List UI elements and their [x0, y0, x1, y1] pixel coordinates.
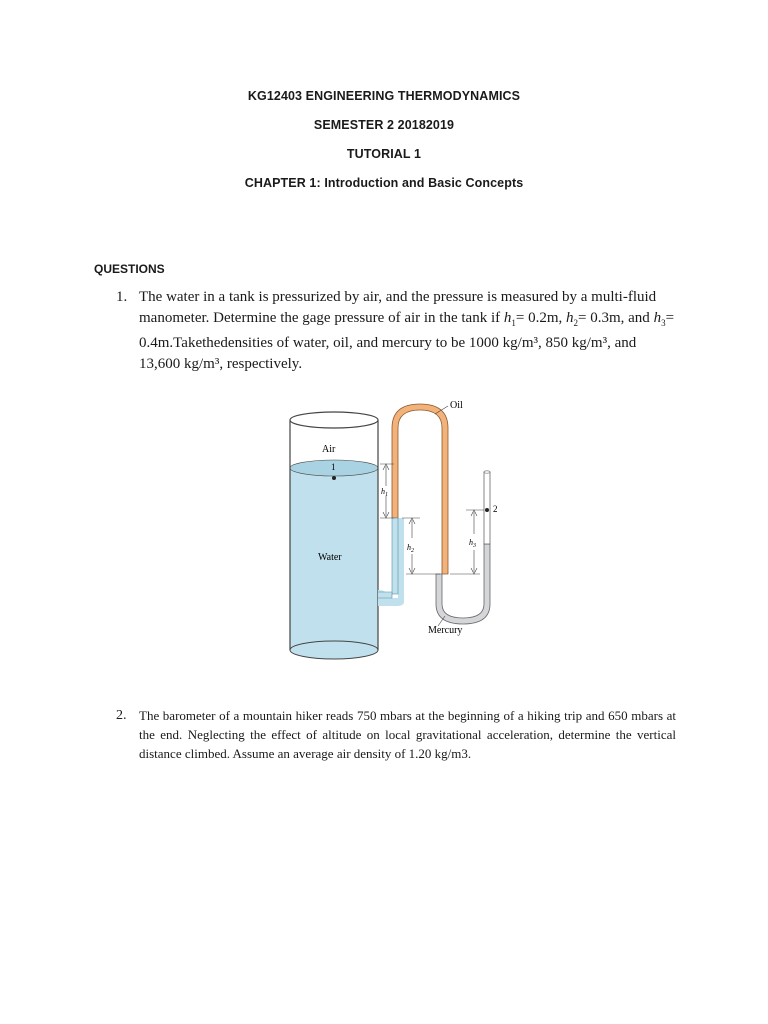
question-1 [116, 287, 676, 374]
water-connector [378, 592, 392, 598]
chapter-title: CHAPTER 1: Introduction and Basic Concepts [244, 176, 524, 190]
question-1-text [139, 287, 676, 374]
questions-heading: QUESTIONS [94, 262, 165, 276]
water-label: Water [318, 552, 342, 563]
h3-value: = 0.4m.Takethedensities of water, oil, and mercury to be 1000 kg/m³, 850 kg/m³, and 13,600 kg/m³, respectively. [139, 309, 675, 372]
h1-subscript: 1 [511, 317, 516, 328]
air-label: Air [322, 444, 336, 455]
point-2-label: 2 [493, 504, 498, 514]
tank-top [290, 412, 378, 428]
manometer-figure [280, 394, 510, 664]
oil-label: Oil [450, 400, 463, 411]
tank-bottom [290, 641, 378, 659]
h1-label: $h_1$ [381, 487, 388, 498]
point-2-marker [485, 508, 489, 512]
h2-subscript: 2 [573, 317, 579, 328]
h3-subscript: 3 [661, 317, 666, 328]
point-1-marker [332, 476, 336, 480]
question-1-text-a: The water in a tank is pressurized by air, and the pressure is measured by a multi-fluid manometer. Determine the gage pressure of air in the tank if [139, 289, 657, 326]
question-2-text: The barometer of a mountain hiker reads 750 mbars at the beginning of a hiking trip and 650 mbars at the end. Neglecting the effect of altitude on local gravitational acceleration, determine the vertical distance climbed. Assume an average air density of 1.20 kg/m3. [139, 708, 676, 761]
h3-symbol: h [653, 309, 662, 326]
point-1-label: 1 [331, 462, 336, 472]
h1-symbol: h [503, 309, 512, 326]
semester-line: SEMESTER 2 20182019 [313, 118, 455, 132]
course-title: KG12403 ENGINEERING THERMODYNAMICS [247, 89, 521, 103]
h3-label: $h_3$ [469, 538, 476, 549]
h2-label: $h_2$ [407, 543, 414, 554]
mercury-label: Mercury [428, 625, 463, 636]
h2-value: = 0.3m, and [578, 309, 654, 326]
question-2-number: 2. [116, 708, 127, 723]
open-tube-top [484, 471, 490, 473]
tutorial-line: TUTORIAL 1 [346, 147, 422, 161]
h3-dimension [450, 510, 484, 574]
question-1-number: 1. [116, 289, 128, 305]
h1-value: = 0.2m, [515, 309, 567, 326]
water-leg [392, 518, 398, 594]
h2-symbol: h [566, 309, 574, 326]
question-2 [116, 706, 676, 763]
